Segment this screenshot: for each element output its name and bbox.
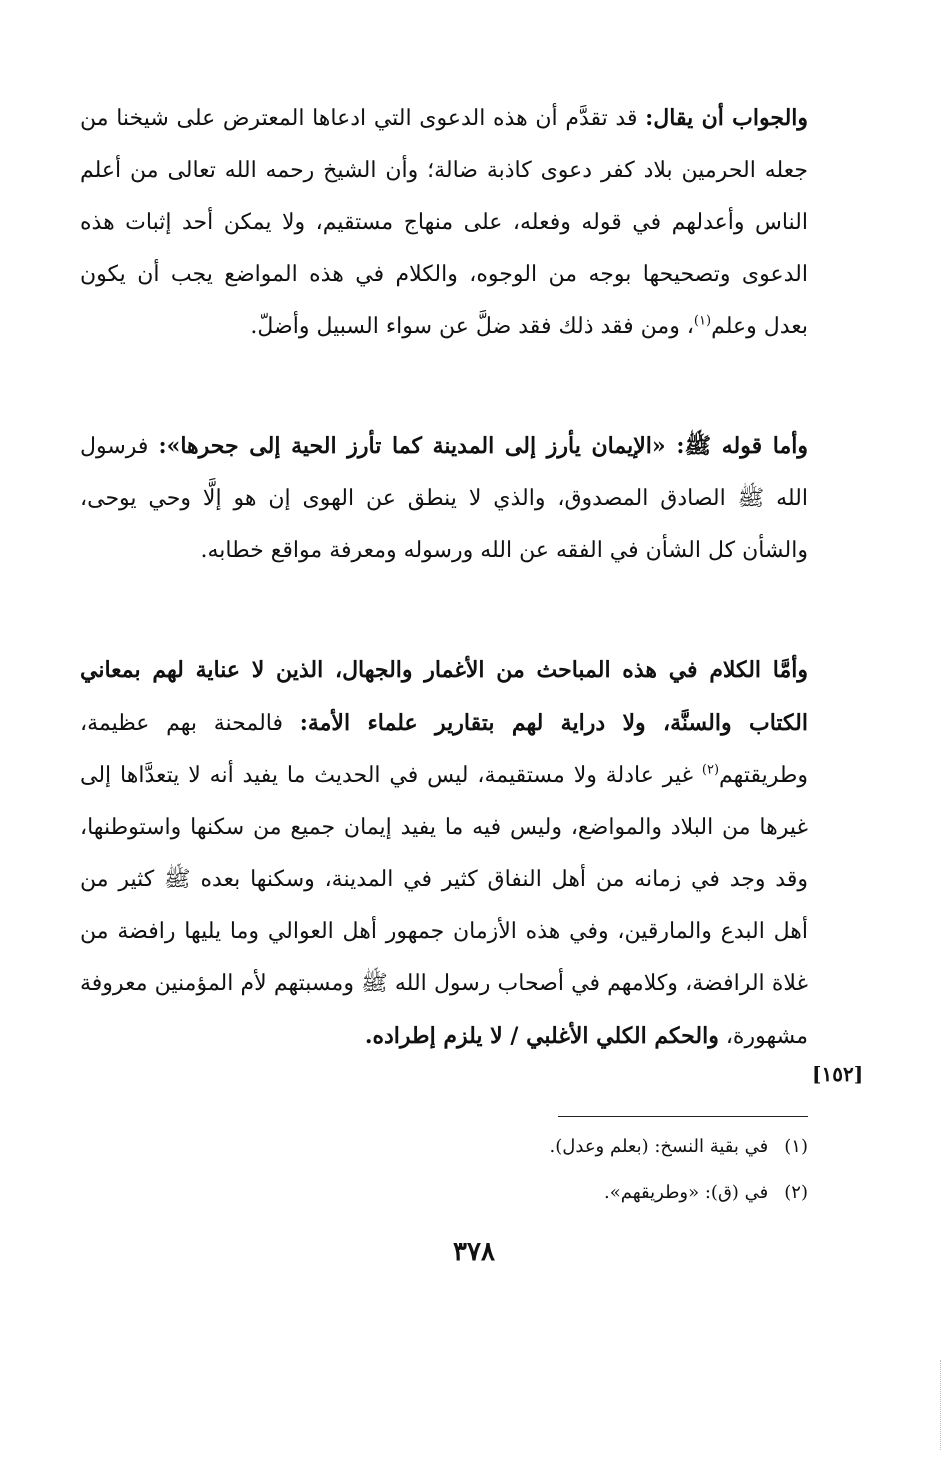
footnotes xyxy=(300,1124,808,1216)
paragraph-text-continued: ، ومن فقد ذلك فقد ضلَّ عن سواء السبيل وأضلّ. xyxy=(250,314,694,339)
paragraph-hadith xyxy=(80,420,808,577)
manuscript-folio-marker: [١٥٢] xyxy=(812,1062,864,1086)
paragraph-text-continued: غير عادلة ولا مستقيمة، ليس في الحديث ما يفيد أنه لا يتعدَّاها إلى غيرها من البلاد والمواضع، وليس فيه ما يفيد إيمان جميع من سكنها واستوطنها، وقد وجد في زمانه من أهل النفاق كثير في المدينة، وسكنها بعده ﷺ كثير من أهل البدع والمارقين، وفي هذه الأزمان جمهور أهل العوالي وما يليها رافضة من غلاة الرافضة، وكلامهم في أصحاب رسول الله ﷺ ومسبتهم لأم المؤمنين معروفة مشهورة، xyxy=(80,763,808,1049)
paragraph-text: قد تقدَّم أن هذه الدعوى التي ادعاها المعترض على شيخنا من جعله الحرمين بلاد كفر دعوى كاذبة ضالة؛ وأن الشيخ رحمه الله تعالى من أعلم الناس وأعدلهم في قوله وفعله، على منهاج مستقيم، ولا يمكن أحد إثبات هذه الدعوى وتصحيحها بوجه من الوجوه، والكلام في هذه المواضع يجب أن يكون بعدل وعلم xyxy=(80,106,808,339)
paragraph-closing: والحكم الكلي الأغلبي / لا يلزم إطراده. xyxy=(364,1023,719,1049)
footnote-item xyxy=(300,1170,808,1216)
page-number: ٣٧٨ xyxy=(453,1237,495,1267)
footnote-divider xyxy=(558,1116,808,1117)
footnote-item xyxy=(300,1124,808,1170)
footnote-ref-1: (١) xyxy=(693,313,712,329)
page-edge-mark xyxy=(940,1360,942,1450)
paragraph-answer xyxy=(80,92,808,353)
footnote-text: في بقية النسخ: (بعلم وعدل). xyxy=(549,1136,769,1157)
paragraph-discussion xyxy=(80,644,808,1063)
footnote-ref-2: (٢) xyxy=(701,762,720,778)
footnote-text: في (ق): «وطريقهم». xyxy=(604,1182,769,1203)
paragraph-text: فرسول الله ﷺ الصادق المصدوق، والذي لا ينطق عن الهوى إن هو إلَّا وحي يوحى، والشأن كل الشأن في الفقه عن الله ورسوله ومعرفة مواقع خطابه. xyxy=(80,434,808,563)
footnote-number: (٢) xyxy=(784,1182,808,1203)
paragraph-text: فالمحنة بهم عظيمة، وطريقتهم xyxy=(80,711,808,788)
footnote-number: (١) xyxy=(784,1136,808,1157)
paragraph-lead: وأما قوله ﷺ: «الإيمان يأرز إلى المدينة كما تأرز الحية إلى جحرها»: xyxy=(158,433,808,459)
paragraph-lead: وأمَّا الكلام في هذه المباحث من الأغمار والجهال، الذين لا عناية لهم بمعاني الكتاب والسنَّة، ولا دراية لهم بتقارير علماء الأمة: xyxy=(80,657,808,736)
paragraph-lead: والجواب أن يقال: xyxy=(645,105,809,131)
